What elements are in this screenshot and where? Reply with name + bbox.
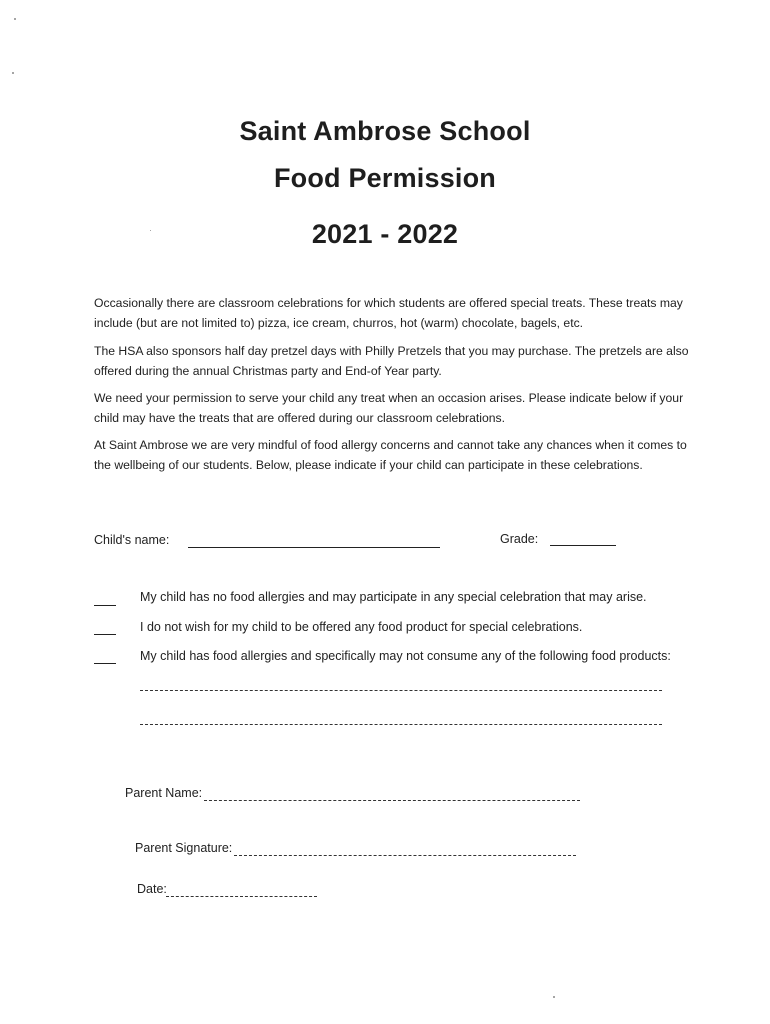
allergy-line[interactable]	[140, 690, 662, 691]
child-name-field[interactable]	[188, 547, 440, 548]
date-field[interactable]	[166, 896, 317, 897]
parent-name-label: Parent Name:	[125, 786, 203, 800]
scan-speck	[12, 72, 14, 74]
scan-speck	[14, 18, 16, 20]
option-checkbox-has-allergies[interactable]	[94, 663, 116, 664]
allergy-line[interactable]	[140, 724, 662, 725]
option-checkbox-no-food[interactable]	[94, 634, 116, 635]
option-label-no-food: I do not wish for my child to be offered any food product for special celebrations.	[140, 620, 583, 634]
allergy-paragraph: At Saint Ambrose we are very mindful of food allergy concerns and cannot take any chances when it comes to the wellbeing of our students. Below, please indicate if your child can participate in these celebrations.	[94, 438, 687, 472]
parent-name-field[interactable]	[204, 800, 580, 801]
child-name-label: Child's name:	[94, 533, 170, 547]
parent-signature-label: Parent Signature:	[135, 841, 233, 855]
hsa-paragraph: The HSA also sponsors half day pretzel days with Philly Pretzels that you may purchase. The pretzels are also offered during the annual Christmas party and End-of Year party.	[94, 344, 689, 378]
parent-signature-field[interactable]	[234, 855, 576, 856]
school-year: 2021 - 2022	[311, 219, 459, 249]
permission-paragraph: We need your permission to serve your child any treat when an occasion arises. Please indicate below if your child may have the treats that are offered during our classroom celebrations.	[94, 391, 684, 425]
grade-label: Grade:	[500, 532, 539, 546]
intro-paragraph: Occasionally there are classroom celebrations for which students are offered special treats. These treats may include (but are not limited to) pizza, ice cream, churros, hot (warm) chocolate, bagels, etc.	[94, 296, 683, 330]
grade-field[interactable]	[550, 545, 616, 546]
option-checkbox-no-allergies[interactable]	[94, 605, 116, 606]
school-name: Saint Ambrose School	[239, 116, 531, 146]
date-label: Date:	[137, 882, 167, 896]
scan-speck	[553, 996, 555, 998]
option-label-has-allergies: My child has food allergies and specifically may not consume any of the following food products:	[140, 649, 671, 663]
option-label-no-allergies: My child has no food allergies and may participate in any special celebration that may arise.	[140, 590, 647, 604]
form-title: Food Permission	[273, 163, 497, 193]
